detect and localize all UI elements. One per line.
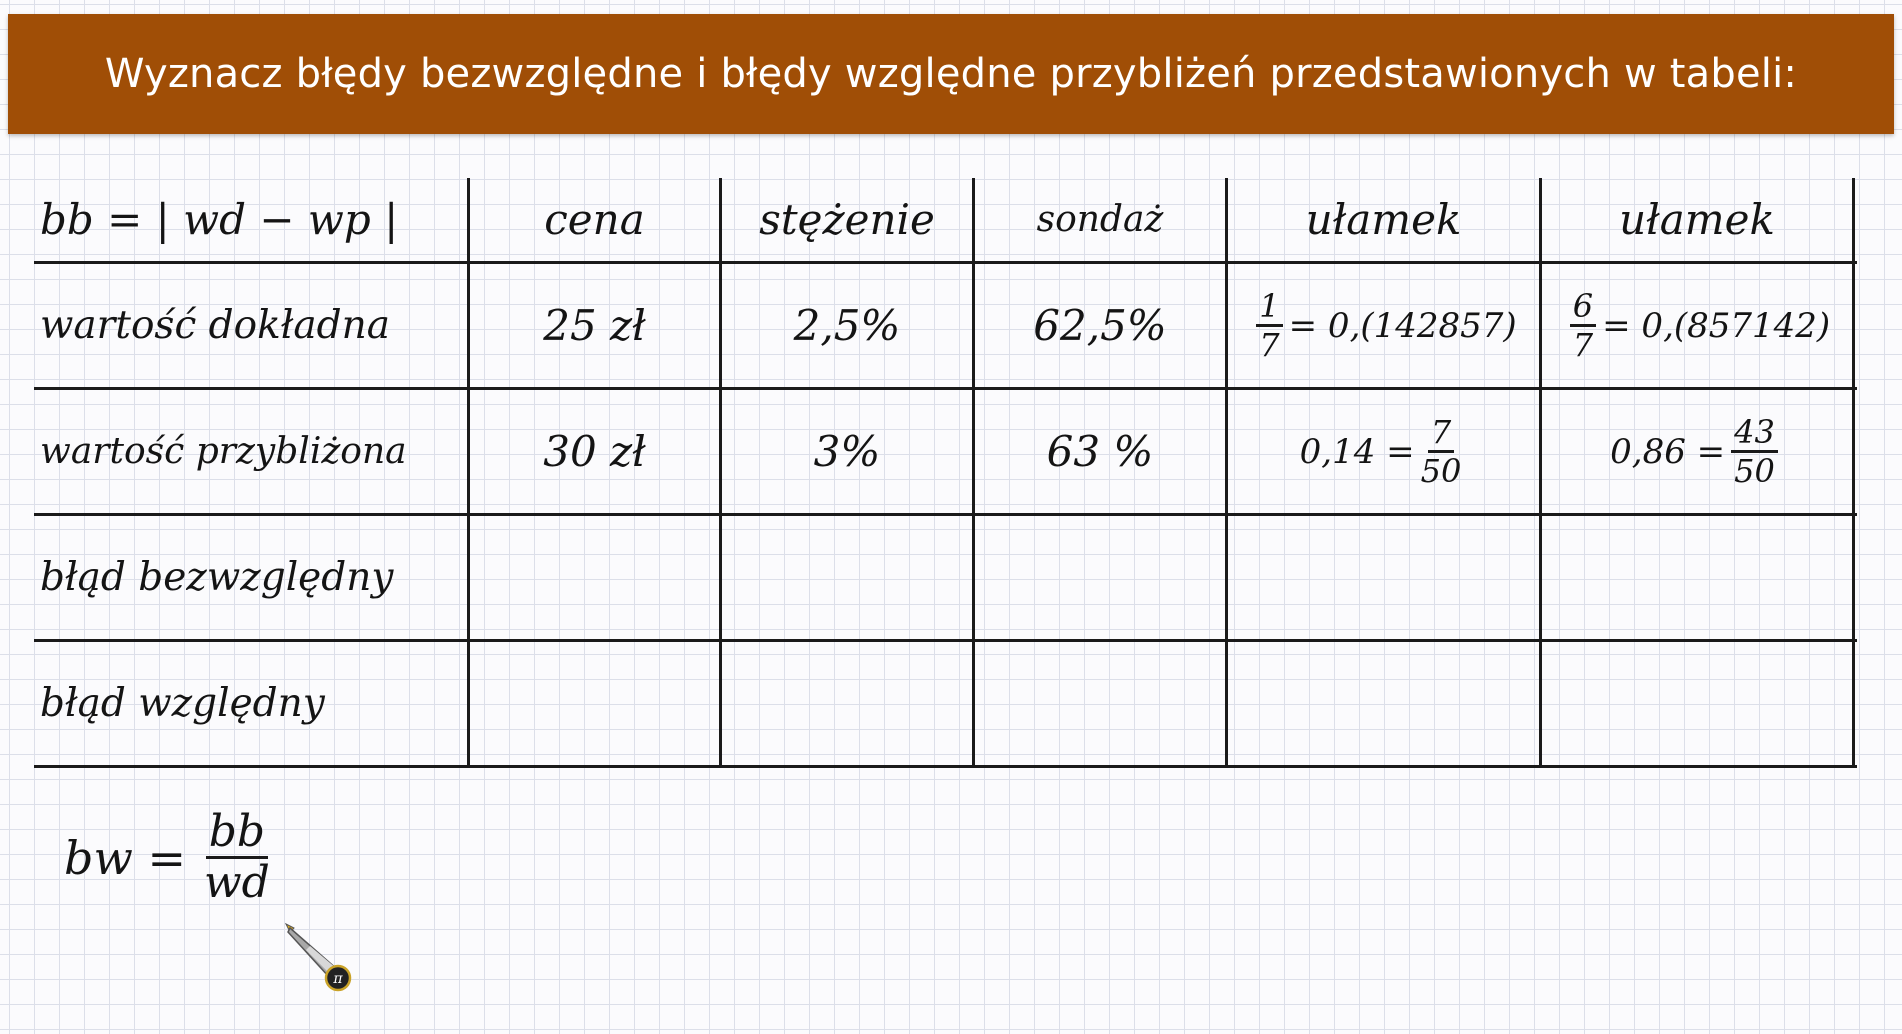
approx-price: 30 zł [543, 427, 646, 476]
fraction-denominator: 50 [1734, 452, 1775, 490]
formula-lhs: bw = [64, 830, 186, 885]
pen-cursor-icon [280, 920, 360, 1000]
exact-fraction-2 [1542, 264, 1852, 387]
formula-denominator: wd [204, 857, 270, 908]
fraction-denominator: 7 [1259, 326, 1280, 364]
fraction-numerator: 6 [1570, 290, 1596, 327]
absolute-error-formula: bb = | wd − wp | [40, 195, 399, 244]
row-label-absolute-error: błąd bezwzględny [40, 555, 394, 600]
column-header-price: cena [544, 195, 645, 244]
approx-poll: 63 % [1046, 427, 1154, 476]
column-header-fraction-1: ułamek [1305, 195, 1462, 244]
fraction-denominator: 50 [1420, 452, 1462, 490]
row-label-exact-value: wartość dokładna [40, 303, 390, 348]
fraction [1420, 413, 1462, 490]
error-table [34, 178, 1857, 768]
exact-poll: 62,5% [1033, 301, 1167, 350]
approx-fraction-2 [1542, 390, 1852, 513]
table-col-divider [1852, 178, 1855, 768]
fraction-denominator: 7 [1572, 326, 1594, 364]
decimal-value: 0,86 = [1610, 431, 1726, 472]
fraction [1570, 287, 1596, 364]
approx-concentration: 3% [813, 427, 881, 476]
exact-concentration: 2,5% [793, 301, 901, 350]
decimal-value: 0,14 = [1299, 431, 1415, 472]
page-title: Wyznacz błędy bezwzględne i błędy względne przybliżeń przedstawionych w tabeli: [104, 51, 1798, 97]
column-header-concentration: stężenie [759, 195, 935, 244]
table-row-divider [34, 765, 1857, 768]
formula-fraction [204, 806, 270, 908]
column-header-fraction-2: ułamek [1619, 195, 1775, 244]
decimal-expansion: = 0,(857142) [1602, 305, 1831, 346]
exact-fraction-1 [1228, 264, 1539, 387]
fraction-numerator: 43 [1731, 416, 1778, 453]
fraction [1731, 413, 1778, 490]
formula-numerator: bb [206, 810, 268, 859]
fraction-numerator: 1 [1256, 290, 1282, 327]
title-banner [8, 14, 1894, 134]
relative-error-formula [64, 806, 276, 908]
fraction [1256, 287, 1282, 364]
svg-text:π: π [333, 971, 343, 987]
approx-fraction-1 [1228, 390, 1539, 513]
row-label-relative-error: błąd względny [40, 681, 325, 726]
exact-price: 25 zł [543, 301, 646, 350]
row-label-approx-value: wartość przybliżona [40, 431, 407, 472]
decimal-expansion: = 0,(142857) [1288, 305, 1517, 346]
fraction-numerator: 7 [1428, 416, 1454, 453]
column-header-poll: sondaż [1036, 199, 1164, 240]
